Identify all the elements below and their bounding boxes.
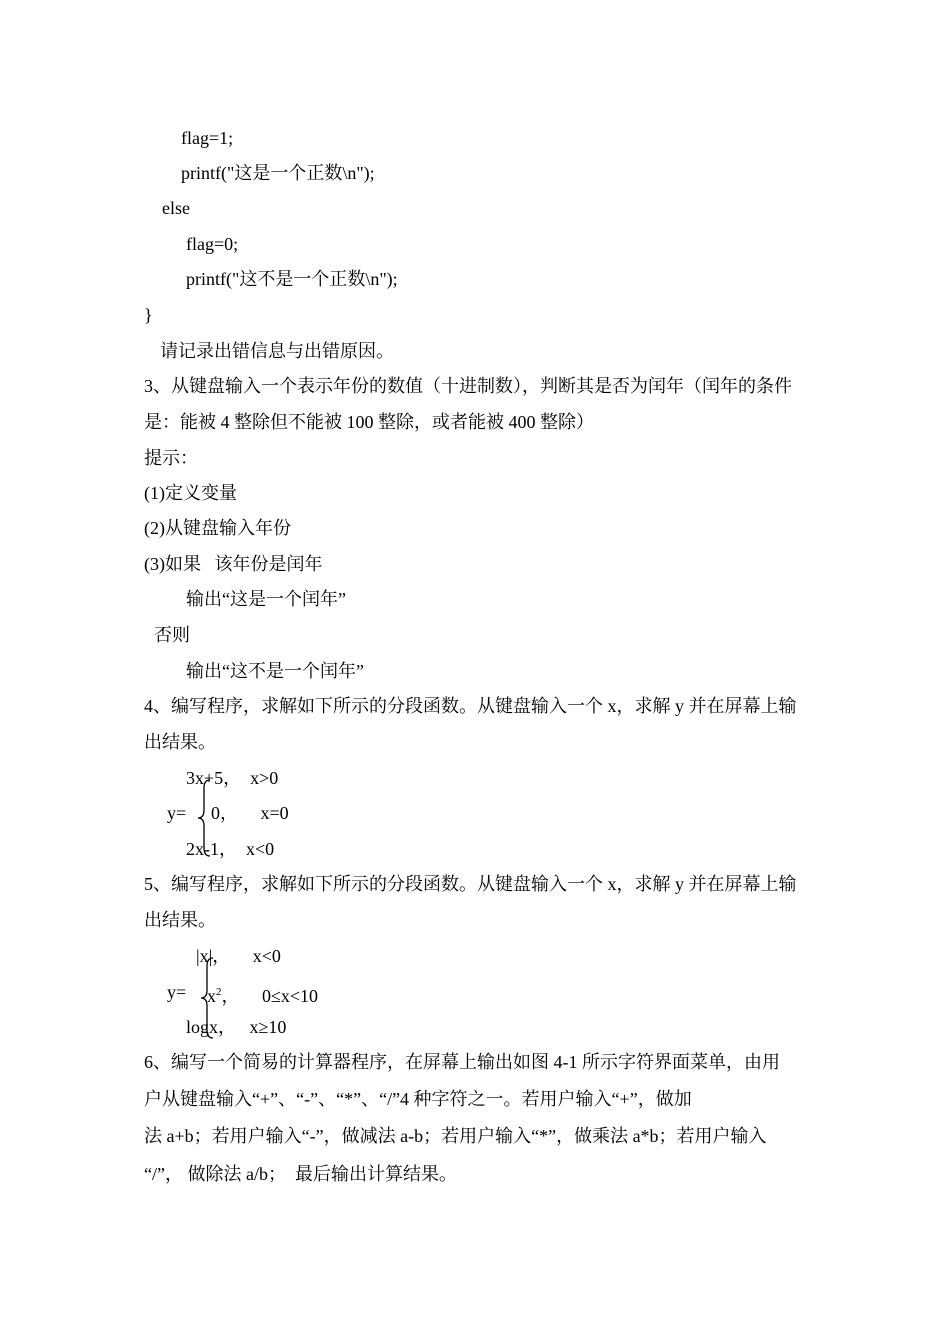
q5-case2-rest: ， 0≤x<10 bbox=[221, 986, 319, 1006]
code-line-printf1: printf("这是一个正数\n"); bbox=[181, 163, 375, 183]
q3-line2: 是：能被 4 整除但不能被 100 整除，或者能被 400 整除） bbox=[144, 412, 594, 432]
q4-case1: 3x+5， x>0 bbox=[186, 768, 279, 788]
q5-case2-superscript: 2 bbox=[216, 986, 222, 998]
note-line: 请记录出错信息与出错原因。 bbox=[160, 341, 394, 361]
q3-otherwise: 否则 bbox=[154, 625, 190, 645]
q5-line2: 出结果。 bbox=[144, 910, 216, 930]
q5-case3: logx， x≥10 bbox=[186, 1017, 287, 1037]
q6-line1: 6、编写一个简易的计算器程序，在屏幕上输出如图 4-1 所示字符界面菜单，由用 bbox=[144, 1052, 780, 1072]
q6-line2: 户从键盘输入“+”、“-”、“*”、“/”4 种字符之一。若用户输入“+”，做加 bbox=[144, 1089, 692, 1109]
q3-output-no: 输出“这不是一个闰年” bbox=[186, 661, 364, 681]
q3-output-yes: 输出“这是一个闰年” bbox=[186, 589, 346, 609]
q4-line2: 出结果。 bbox=[144, 732, 216, 752]
code-line-printf0: printf("这不是一个正数\n"); bbox=[186, 269, 398, 289]
q5-left-brace-icon bbox=[199, 956, 215, 1040]
q3-step3: (3)如果 该年份是闰年 bbox=[144, 554, 323, 574]
q5-line1: 5、编写程序，求解如下所示的分段函数。从键盘输入一个 x，求解 y 并在屏幕上输 bbox=[144, 874, 797, 894]
q5-case2 bbox=[207, 981, 318, 1007]
q6-line4: “/”， 做除法 a/b； 最后输出计算结果。 bbox=[144, 1164, 457, 1184]
q3-step2: (2)从键盘输入年份 bbox=[144, 518, 291, 538]
code-line-flag0: flag=0; bbox=[186, 234, 239, 254]
q4-y-label: y= bbox=[167, 803, 187, 823]
q4-left-brace-icon bbox=[196, 778, 212, 858]
q3-step1: (1)定义变量 bbox=[144, 483, 237, 503]
code-line-flag1: flag=1; bbox=[181, 128, 234, 148]
code-line-else: else bbox=[162, 198, 190, 218]
q4-case3: 2x-1， x<0 bbox=[186, 839, 275, 859]
q5-case1: |x|， x<0 bbox=[196, 946, 281, 966]
q5-case2-base: x bbox=[207, 986, 216, 1006]
q5-y-label: y= bbox=[167, 982, 187, 1002]
code-line-close-brace: } bbox=[144, 305, 153, 325]
q3-hint-label: 提示： bbox=[144, 448, 198, 468]
q3-line1: 3、从键盘输入一个表示年份的数值（十进制数），判断其是否为闰年（闰年的条件 bbox=[144, 376, 792, 396]
q4-line1: 4、编写程序，求解如下所示的分段函数。从键盘输入一个 x，求解 y 并在屏幕上输 bbox=[144, 696, 797, 716]
q6-line3: 法 a+b；若用户输入“-”，做减法 a-b；若用户输入“*”，做乘法 a*b；若用户输入 bbox=[144, 1126, 767, 1146]
q4-case2: 0， x=0 bbox=[211, 803, 289, 823]
